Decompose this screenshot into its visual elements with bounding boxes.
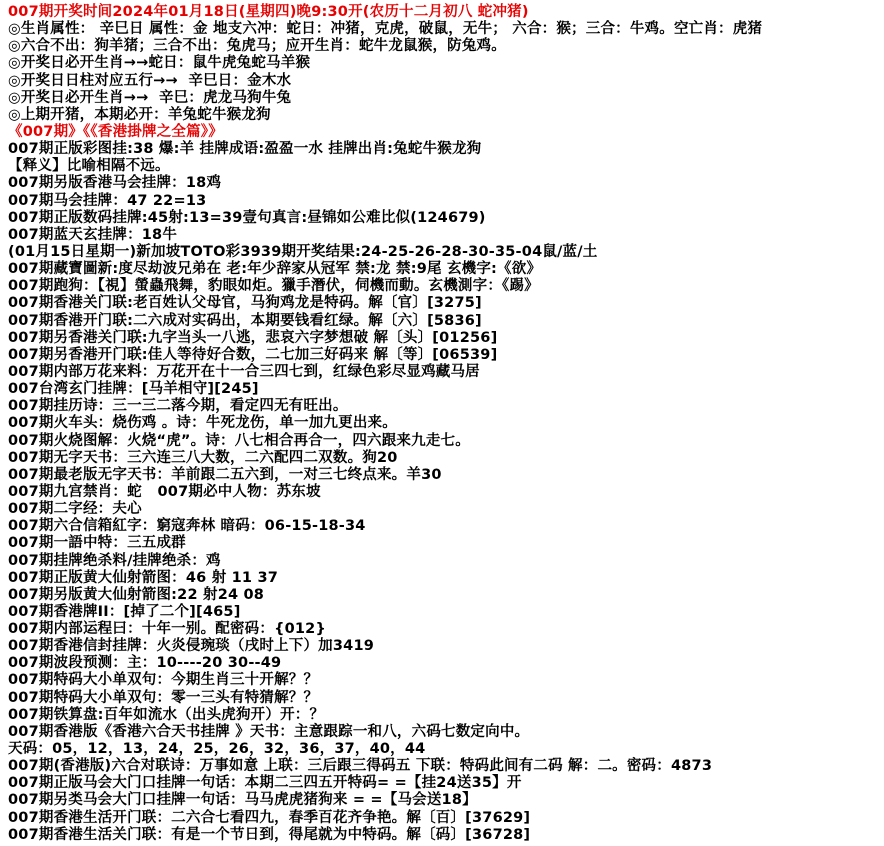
text-line: ◎六合不出：狗羊猪；三合不出：兔虎马；应开生肖：蛇牛龙鼠猴，防兔鸡。 — [8, 38, 506, 55]
text-line: 007期另版香港马会挂牌：18鸡 — [8, 175, 222, 192]
text-line: 007期跑狗：【視】螢蟲飛舞，豹眼如炬。獵手潛伏，伺機而動。玄機測字：《踢》 — [8, 278, 539, 295]
text-line: ◎开奖日必开生肖→→蛇日：鼠牛虎兔蛇马羊猴 — [8, 55, 311, 72]
text-line: 007期另类马会大门口挂牌一句话：马马虎虎猪狗来 = =【马会送18】 — [8, 792, 477, 809]
text-line: (01月15日星期一)新加坡TOTO彩3939期开奖结果:24-25-26-28-30-35-04鼠/蓝/土 — [8, 243, 598, 260]
text-line: 007期最老版无字天书：羊前跟二五六到，一对三七终点来。羊30 — [8, 466, 442, 483]
text-line: 007期香港生活关门联：有是一个节日到，得尾就为中特码。解〔码〕[36728] — [8, 826, 531, 843]
text-line: ◎开奖日日柱对应五行→→ 辛巳日：金木水 — [8, 72, 292, 89]
text-line: 007期香港牌II：[掉了二个][465] — [8, 603, 241, 620]
text-line: 007期铁算盘:百年如流水（出头虎狗开）开：？ — [8, 706, 325, 723]
text-line: 007期挂历诗：三一三二落今期，看定四无有旺出。 — [8, 398, 348, 415]
text-line: 007期正版数码挂牌:45射:13=39壹句真言:昼锦如公难比似(124679) — [8, 209, 486, 226]
text-line: 007期香港开门联:二六成对实码出，本期要钱看红绿。解〔六〕[5836] — [8, 312, 482, 329]
text-line: 007期二字经：夫心 — [8, 501, 142, 518]
text-line: 007期藏寶圖新:度尽劫波兄弟在 老:年少辞家从冠军 禁:龙 禁:9尾 玄機字:《欲》 — [8, 261, 542, 278]
text-line: 天码：05，12，13，24，25，26，32，36，37，40，44 — [8, 741, 426, 758]
text-line: 007期一語中特：三五成群 — [8, 535, 186, 552]
text-line: 007期波段预测：主：10----20 30--49 — [8, 655, 282, 672]
text-line: 007期特码大小单双句：今期生肖三十开解？？ — [8, 672, 319, 689]
text-line: 【释义】比喻相隔不远。 — [8, 158, 170, 175]
text-line: 007期蓝天玄挂牌：18牛 — [8, 226, 178, 243]
text-line: 007期另版黄大仙射箭图:22 射24 08 — [8, 586, 265, 603]
text-line: 007期香港信封挂牌：火炎侵琬琰（戌时上下）加3419 — [8, 638, 375, 655]
text-line: 007期挂牌绝杀料/挂牌绝杀：鸡 — [8, 552, 221, 569]
text-line: 007期内部万花来料：万花开在十一合三四七到，红绿色彩尽显鸡藏马居 — [8, 363, 480, 380]
text-line: 007期内部运程曰：十年一别。配密码：{012} — [8, 621, 326, 638]
text-lines — [8, 4, 884, 844]
text-line: 007期香港生活开门联：二六合七看四九，春季百花齐争艳。解〔百〕[37629] — [8, 809, 531, 826]
text-line: 007期火车头：烧伤鸡 。诗：牛死龙伤，单一加九更出来。 — [8, 415, 397, 432]
text-line: 007期香港关门联:老百姓认父母官，马狗鸡龙是特码。解〔官〕[3275] — [8, 295, 482, 312]
text-line: 007期正版彩图挂:38 爆:羊 挂牌成语:盈盈一水 挂牌出肖:兔蛇牛猴龙狗 — [8, 141, 482, 158]
text-line: 007期无字天书：三六连三八大数，二六配四二双数。狗20 — [8, 449, 398, 466]
text-line: 007期正版黄大仙射箭图：46 射 11 37 — [8, 569, 279, 586]
text-line: 007期正版马会大门口挂牌一句话：本期二三四五开特码= =【挂24送35】开 — [8, 775, 522, 792]
text-line: 007期九宫禁肖：蛇 007期必中人物：苏东坡 — [8, 483, 321, 500]
text-line: ◎上期开猪，本期必开：羊兔蛇牛猴龙狗 — [8, 106, 271, 123]
text-line: 007期六合信箱紅字：窮寇奔林 暗码：06-15-18-34 — [8, 518, 366, 535]
text-line: 007期(香港版)六合对联诗：万事如意 上联：三后跟三得码五 下联：特码此间有二码 解：二。密码：4873 — [8, 758, 713, 775]
text-line: 007期香港版《香港六合天书挂牌 》天书：主意跟踪一和八，六码七数定向中。 — [8, 723, 530, 740]
text-line: ◎开奖日必开生肖→→ 辛巳：虎龙马狗牛兔 — [8, 89, 292, 106]
text-line: 007期开奖时间2024年01月18日(星期四)晚9:30开(农历十二月初八 蛇冲猪) — [8, 4, 529, 20]
text-line: 007期马会挂牌：47 22=13 — [8, 192, 207, 209]
text-line: 007台湾玄门挂牌：[马羊相守][245] — [8, 381, 259, 398]
text-line: 007期火烧图解：火烧“虎”。诗：八七相合再合一，四六跟来九走七。 — [8, 432, 470, 449]
text-line: 007期特码大小单双句：零一三头有特猜解？？ — [8, 689, 319, 706]
text-line: 《007期》《《香港掛牌之全篇》》 — [8, 123, 223, 140]
text-line: 007期另香港开门联:佳人等待好合数，二七加三好码来 解〔等〕[06539] — [8, 346, 498, 363]
text-line: ◎生肖属性： 辛巳日 属性：金 地支六冲：蛇日：冲猪，克虎，破鼠，无牛； 六合：猴；三合：牛鸡。空亡肖：虎猪 — [8, 21, 763, 38]
text-line: 007期另香港关门联:九字当头一八逃，悲哀六字梦想破 解〔头〕[01256] — [8, 329, 498, 346]
